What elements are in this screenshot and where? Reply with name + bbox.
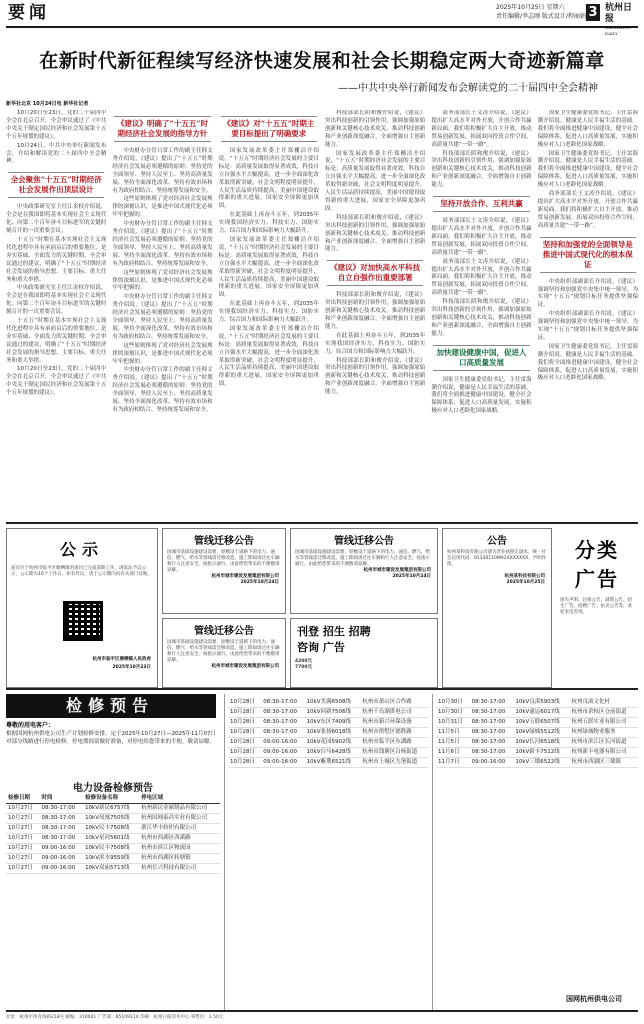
outage-cell: 杭州市西湖区转塘镇 [139,854,220,864]
outage-cell: 09:00-16:00 [40,844,84,854]
outage-row [228,698,428,708]
subhead-3: 《建议》对“十五五”时期主要目标提出了明确要求 [221,116,317,142]
outage-table-2 [228,698,428,768]
article-column-1: 10月20日至23日，党的二十届四中全会在北京召开。全会审议通过了《中共中央关于制定国民经济和社会发展第十五个五年规划的建议》。 10月24日，中共中央举行新闻发布会，介绍和解读党的二十届四中全会精神。 全会聚焦“十五五”时期经济社会发展作出顶层设计 中央政策研究室主任江金权介绍说，全会是在我国即将基本实现社会主义现代化、向第二个百年奋斗目标进军的关键时刻召开的一次重要会议。 十五五”时期在基本实现社会主义现代化进程中具有承前启后的重要地位，是夯实基础、全面发力的关键时期。全会审议通过的建议，明确了“十五五”时期经济社会发展的指导思想、主要目标、重大任务和重大举措。 中央政策研究室主任江金权介绍说，全会是在我国即将基本实现社会主义现代化、向第二个百年奋斗目标进军的关键时刻召开的一次重要会议。 十五五”时期在基本实现社会主义现代化进程中具有承前启后的重要地位，是夯实基础、全面发力的关键时期。全会审议通过的建议，明确了“十五五”时期经济社会发展的指导思想、主要目标、重大任务和重大举措。 10月20日至23日，党的二十届四中全会在北京召开。全会审议通过了《中共中央关于制定国民经济和社会发展第十五个五年规划的建议》。 [6,110,107,397]
outage-row [436,758,638,768]
subhead-1: 全会聚焦“十五五”时期经济社会发展作出顶层设计 [8,172,104,198]
outage-row [436,718,638,728]
page-number: 3 [586,4,600,21]
outage-cell: 10kV张扬6018线 [305,728,361,738]
outage-cell: 10kV民丰7508线 [83,824,139,834]
outage-cell: 浙江华丰纺织有限公司 [139,824,220,834]
outage-cell: 杭州市余杭区仓前街道 [570,708,638,718]
subhead-6: 加快建设健康中国，促进人口高质量发展 [433,345,529,371]
outage-cell: 09:00-16:00 [470,758,514,768]
headline: 在新时代新征程续写经济快速发展和社会长期稳定两大奇迹新篇章 [39,50,605,72]
outage-cell: 08:30-17:00 [261,708,304,718]
outage-cell: 11月6日 [436,748,470,758]
outage-cell: 10kV新民6757线 [83,804,139,814]
outage-cell: 10kV绿城5512线 [513,728,569,738]
qr-code-icon [63,601,103,641]
outage-cell: 10月30日 [436,708,470,718]
outage-cell: 08:30-17:00 [470,738,514,748]
outage-row [436,748,638,758]
outage-cell: 10月30日 [436,698,470,708]
outage-cell: 08:30-17:00 [470,708,514,718]
outage-cell: 10kV紫荆6521线 [305,758,361,768]
public-notice-ad: 公示 兹有位于杭州市临平区塘栖镇的项目已完成前期工作，现依法予以公示，公示期为10个工作日。如有异议，请于公示期内向有关部门反映。 杭州市临平区塘栖镇人民政府 2025年10月23日 [6,528,158,688]
outage-row [6,864,220,874]
outage-cell: 10kV星河5601线 [83,834,139,844]
outage-row [6,834,220,844]
outage-cell: 10月27日 [6,804,40,814]
article-column-6: 国家卫生健康委党组书记、主任雷海潮介绍说，健康是人民幸福生活的基础。我们将全面推进健康中国建设，健全社会保障体系，促进人口高质量发展，实施积极应对人口老龄化国家战略。 国家卫生健康委党组书记、主任雷海潮介绍说，健康是人民幸福生活的基础。我们将全面推进健康中国建设，健全社会保障体系，促进人口高质量发展，实施积极应对人口老龄化国家战略。 商务部部长王文涛介绍说，《建议》提出扩大高水平对外开放，开创合作共赢新局面。我们将积极扩大自主开放，推动贸易创新发展，拓展双向投资合作空间，高质量共建“一带一路”。 坚持和加强党的全面领导是推进中国式现代化的根本保证 中央组织部副部长介绍说，《建议》强调坚持和加强党中央集中统一领导，为实现“十五五”规划目标任务提供坚强保证。 中央组织部副部长介绍说，《建议》强调坚持和加强党中央集中统一领导，为实现“十五五”规划目标任务提供坚强保证。 国家卫生健康委党组书记、主任雷海潮介绍说，健康是人民幸福生活的基础。我们将全面推进健康中国建设，健全社会保障体系，促进人口高质量发展，实施积极应对人口老龄化国家战略。 [537,110,638,382]
section-title: 要闻 [8,3,50,23]
outage-cell: 杭州市拱墅区德胜路 [360,728,428,738]
outage-cell: 10月28日 [228,728,261,738]
advertising-contact-ad: 刊登 招生 招聘 咨询 广告 4200元 7700元 [290,618,438,688]
ad-section [6,522,638,690]
outage-cell: 08:30-17:00 [40,804,84,814]
outage-cell: 杭州市西湖区三墩镇 [570,758,638,768]
outage-table-3 [436,698,638,768]
outage-cell: 08:30-17:00 [261,728,304,738]
outage-cell: 10kV美满6508线 [305,698,361,708]
outage-cell: 10kV花园5902线 [305,738,361,748]
outage-row [6,844,220,854]
article-body [6,110,638,518]
outage-cell: 10月27日 [6,824,40,834]
outage-cell: 杭州市滨江区长河街道 [570,738,638,748]
outage-cell: 10月27日 [6,814,40,824]
outage-cell: 杭州市临平区东湖路 [360,738,428,748]
article-column-3: 《建议》对“十五五”时期主要目标提出了明确要求 国家发展改革委主任郑栅洁介绍说，“十五五”时期经济社会发展的主要目标是：高质量发展取得显著成效，科技自立自强水平大幅提高，进一步全面深化改革取得新突破，社会文明程度明显提升，人民生活品质持续提高，美丽中国建设取得新的重大进展，国家安全屏障更加巩固。 在此基础上再奋斗五年，到2035年实现我国经济实力、科技实力、国防实力、综合国力和国际影响力大幅跃升。 国家发展改革委主任郑栅洁介绍说，“十五五”时期经济社会发展的主要目标是：高质量发展取得显著成效，科技自立自强水平大幅提高，进一步全面深化改革取得新突破，社会文明程度明显提升，人民生活品质持续提高，美丽中国建设取得新的重大进展，国家安全屏障更加巩固。 在此基础上再奋斗五年，到2035年实现我国经济实力、科技实力、国防实力、综合国力和国际影响力大幅跃升。 国家发展改革委主任郑栅洁介绍说，“十五五”时期经济社会发展的主要目标是：高质量发展取得显著成效，科技自立自强水平大幅提高，进一步全面深化改革取得新突破，社会文明程度明显提升，人民生活品质持续提高，美丽中国建设取得新的重大进展，国家安全屏障更加巩固。 [219,110,319,518]
outage-cell: 09:00-16:00 [40,864,84,874]
subheadline: ——中共中央举行新闻发布会解读党的二十届四中全会精神 [338,83,598,94]
outage-cell: 09:00-16:00 [261,738,304,748]
outage-row [228,728,428,738]
outage-intro: 尊敬的用电客户： 根据国网杭州供电公司生产计划检修安排，定于2025年10月27日—2025年11月07日对部分线路进行停电检修。停电期间请做好准备，对停电给您带来的不便，敬请谅解。 [6,722,216,745]
outage-row [228,738,428,748]
outage-cell: 10月27日 [6,864,40,874]
header-meta [496,3,586,21]
outage-cell: 杭州市新兴环保设备 [360,718,428,728]
outage-cell: 10月27日 [6,834,40,844]
outage-cell: 10kV凤凰7505线 [83,814,139,824]
outage-cell: 10kV同新7506线 [305,708,361,718]
outage-cell: 10月27日 [6,844,40,854]
byline: 新华社北京 10月24日电 新华社记者 [6,101,89,107]
outage-cell: 08:30-17:00 [40,834,84,844]
outage-cell: 10kV三墩6522线 [513,758,569,768]
outage-section [6,694,638,1012]
outage-cell: 10月28日 [228,708,261,718]
editor-line: 责任编辑/李志刚 版式设计/程丽娟 [496,13,586,20]
plan-title: 电力设备检修预告 [73,783,153,794]
outage-cell: 10kV通运6017线 [513,708,569,718]
outage-cell: 杭州千岛湖供电公司 [360,708,428,718]
outage-cell: 杭州良渚文化村 [570,698,638,708]
pipeline-notice-1: 管线迁移公告 因城市基础设施建设需要，原敷设于道路下的电力、通信、燃气、给水等管线需迁移改造。施工期间请过往车辆和行人注意安全，按指示通行。由此给您带来的不便敬请谅解。 杭州市城市建设发展集团有限公司 2025年10月24日 [162,528,286,614]
outage-cell: 杭州新民金属制品有限公司 [139,804,220,814]
paper-logo: 杭州日报 HANGZHOU DAILY [605,3,633,36]
outage-cell: 10kV良渚5903线 [513,698,569,708]
pipeline-notice-3: 管线迁移公告 因城市基础设施建设需要，原敷设于道路下的电力、通信、燃气、给水等管线需迁移改造。施工期间请过往车辆和行人注意安全，按指示通行。由此给您带来的不便敬请谅解。 杭州市城市建设发展集团有限公司 [162,618,286,688]
outage-cell: 10kV东区7409线 [305,718,361,728]
outage-cell: 杭州市上城区九堡街道 [360,758,428,768]
page-footer: 社址：杭州市体育场路218号 邮编：310041 广告部：85109114 印刷：杭州日报印务中心 零售价：1.50元 [6,1015,224,1020]
outage-cell: 10月28日 [228,758,261,768]
outage-row [6,814,220,824]
outage-cell: 08:30-17:00 [470,728,514,738]
outage-row [436,738,638,748]
outage-cell: 11月5日 [436,728,470,738]
date-line: 2025年10月25日 星期六 [496,4,565,11]
outage-cell: 08:30-17:00 [40,814,84,824]
outage-cell: 09:00-16:00 [261,758,304,768]
subhead-2: 《建议》明确了“十五五”时期经济社会发展的指导方针 [114,116,210,142]
outage-cell: 10kV白马6428线 [305,748,361,758]
outage-cell: 杭州市钱塘区白杨街道 [360,748,428,758]
outage-signature: 国网杭州供电公司 [566,995,622,1003]
outage-cell: 08:30-17:00 [261,698,304,708]
outage-cell: 10月28日 [228,698,261,708]
outage-row [436,698,638,708]
outage-cell: 08:30-17:00 [261,718,304,728]
outage-cell: 09:00-16:00 [261,748,304,758]
outage-cell: 杭州绿城物业服务 [570,728,638,738]
outage-row [436,728,638,738]
page-header [6,0,638,36]
subhead-7: 坚持和加强党的全面领导是推进中国式现代化的根本保证 [540,237,636,273]
article-column-5: 商务部部长王文涛介绍说，《建议》提出扩大高水平对外开放，开创合作共赢新局面。我们将积极扩大自主开放，推动贸易创新发展，拓展双向投资合作空间，高质量共建“一带一路”。 科技部部长阴和俊介绍说，《建议》突出科技创新的引领作用，强调加强原始创新和关键核心技术攻关，推动科技创新和产业创新深度融合，全面增强自主创新能力。 坚持开放合作、互利共赢 商务部部长王文涛介绍说，《建议》提出扩大高水平对外开放，开创合作共赢新局面。我们将积极扩大自主开放，推动贸易创新发展，拓展双向投资合作空间，高质量共建“一带一路”。 商务部部长王文涛介绍说，《建议》提出扩大高水平对外开放，开创合作共赢新局面。我们将积极扩大自主开放，推动贸易创新发展，拓展双向投资合作空间，高质量共建“一带一路”。 科技部部长阴和俊介绍说，《建议》突出科技创新的引领作用，强调加强原始创新和关键核心技术攻关，推动科技创新和产业创新深度融合，全面增强自主创新能力。 加快建设健康中国，促进人口高质量发展 国家卫生健康委党组书记、主任雷海潮介绍说，健康是人民幸福生活的基础。我们将全面推进健康中国建设，健全社会保障体系，促进人口高质量发展，实施积极应对人口老龄化国家战略。 [431,110,532,415]
outage-cell: 10kV新丰7512线 [513,748,569,758]
outage-cell: 10kV双庙5713线 [83,864,139,874]
outage-row [6,854,220,864]
outage-title: 检修预告 [6,694,216,718]
subhead-5: 坚持开放合作、互利共赢 [433,196,529,212]
outage-row [228,748,428,758]
outage-header: 检修设备名称 [83,794,139,804]
outage-cell: 10kV长河6518线 [513,738,569,748]
article-column-2: 《建议》明确了“十五五”时期经济社会发展的指导方针 中央财办分管日常工作的副主任韩文秀介绍说，《建议》提出了“十五五”时期经济社会发展必须遵循的原则：坚持党的全面领导、坚持人民至上、坚持高质量发展、坚持全面深化改革、坚持有效市场和有为政府相结合、坚持统筹发展和安全。 这些原则体现了党对经济社会发展规律的深刻认识，是推进中国式现代化必须牢牢把握的。 中央财办分管日常工作的副主任韩文秀介绍说，《建议》提出了“十五五”时期经济社会发展必须遵循的原则：坚持党的全面领导、坚持人民至上、坚持高质量发展、坚持全面深化改革、坚持有效市场和有为政府相结合、坚持统筹发展和安全。 这些原则体现了党对经济社会发展规律的深刻认识，是推进中国式现代化必须牢牢把握的。 中央财办分管日常工作的副主任韩文秀介绍说，《建议》提出了“十五五”时期经济社会发展必须遵循的原则：坚持党的全面领导、坚持人民至上、坚持高质量发展、坚持全面深化改革、坚持有效市场和有为政府相结合、坚持统筹发展和安全。 这些原则体现了党对经济社会发展规律的深刻认识，是推进中国式现代化必须牢牢把握的。 中央财办分管日常工作的副主任韩文秀介绍说，《建议》提出了“十五五”时期经济社会发展必须遵循的原则：坚持党的全面领导、坚持人民至上、坚持高质量发展、坚持全面深化改革、坚持有效市场和有为政府相结合、坚持统筹发展和安全。 [112,110,212,518]
outage-cell: 杭州五联实业有限公司 [570,718,638,728]
outage-row [6,804,220,814]
outage-row [228,718,428,728]
outage-cell: 杭州市西湖区西溪路 [139,834,220,844]
outage-header: 检修日期 [6,794,40,804]
outage-row [228,758,428,768]
outage-cell: 09:00-16:00 [40,854,84,864]
outage-cell: 08:30-17:00 [470,718,514,728]
outage-cell: 10月27日 [6,854,40,864]
outage-cell: 08:30-17:00 [470,698,514,708]
outage-cell: 杭州市滨江区物流园 [139,844,220,854]
pipeline-notice-2: 管线迁移公告 因城市基础设施建设需要，原敷设于道路下的电力、通信、燃气、给水等管线需迁移改造。施工期间请过往车辆和行人注意安全，按指示通行。由此给您带来的不便敬请谅解。 杭州市城市建设发展集团有限公司 2025年10月24日 [290,528,438,614]
outage-cell: 杭州新丰电器有限公司 [570,748,638,758]
outage-cell: 11月7日 [436,758,470,768]
outage-table-1 [6,794,220,874]
outage-row [436,708,638,718]
outage-cell: 08:30-17:00 [40,824,84,834]
outage-cell: 11月5日 [436,738,470,748]
outage-header: 停电区域 [139,794,220,804]
outage-row [228,708,428,718]
outage-cell: 杭州市萧山区合作路 [360,698,428,708]
outage-cell: 10月28日 [228,718,261,728]
outage-row [6,824,220,834]
outage-cell: 08:30-17:00 [470,748,514,758]
outage-cell: 10月31日 [436,718,470,728]
outage-header: 时间 [40,794,84,804]
outage-cell: 10kV五联6507线 [513,718,569,728]
article-column-4: 科技部部长阴和俊介绍说，《建议》突出科技创新的引领作用，强调加强原始创新和关键核心技术攻关，推动科技创新和产业创新深度融合，全面增强自主创新能力。 国家发展改革委主任郑栅洁介绍说，“十五五”时期经济社会发展的主要目标是：高质量发展取得显著成效，科技自立自强水平大幅提高，进一步全面深化改革取得新突破，社会文明程度明显提升，人民生活品质持续提高，美丽中国建设取得新的重大进展，国家安全屏障更加巩固。 科技部部长阴和俊介绍说，《建议》突出科技创新的引领作用，强调加强原始创新和关键核心技术攻关，推动科技创新和产业创新深度融合，全面增强自主创新能力。 《建议》对加快高水平科技自立自强作出重要部署 科技部部长阴和俊介绍说，《建议》突出科技创新的引领作用，强调加强原始创新和关键核心技术攻关，推动科技创新和产业创新深度融合，全面增强自主创新能力。 在此基础上再奋斗五年，到2035年实现我国经济实力、科技实力、国防实力、综合国力和国际影响力大幅跃升。 科技部部长阴和俊介绍说，《建议》突出科技创新的引领作用，强调加强原始创新和关键核心技术攻关，推动科技创新和产业创新深度融合，全面增强自主创新能力。 [324,110,426,396]
license-notice-ad: 公告 杭州某科技有限公司遗失营业执照正副本，统一社会信用代码：91330110MA2XXXXXXX，声明作废。 杭州某科技有限公司 2025年10月25日 [442,528,552,688]
classified-ad: 分类 广告 遗失声明、注销公告、减资公告、招生广告、招聘广告、拍卖公告等，欢迎来电咨询。 [560,538,632,615]
subhead-4: 《建议》对加快高水平科技自立自强作出重要部署 [327,260,423,286]
outage-cell: 杭州长兴科技有限公司 [139,864,220,874]
outage-cell: 10kV民丰7508线 [83,844,139,854]
outage-cell: 杭州国网泰昌实业有限公司 [139,814,220,824]
outage-cell: 10kV滨水9559线 [83,854,139,864]
outage-cell: 10月28日 [228,738,261,748]
outage-cell: 10月28日 [228,748,261,758]
